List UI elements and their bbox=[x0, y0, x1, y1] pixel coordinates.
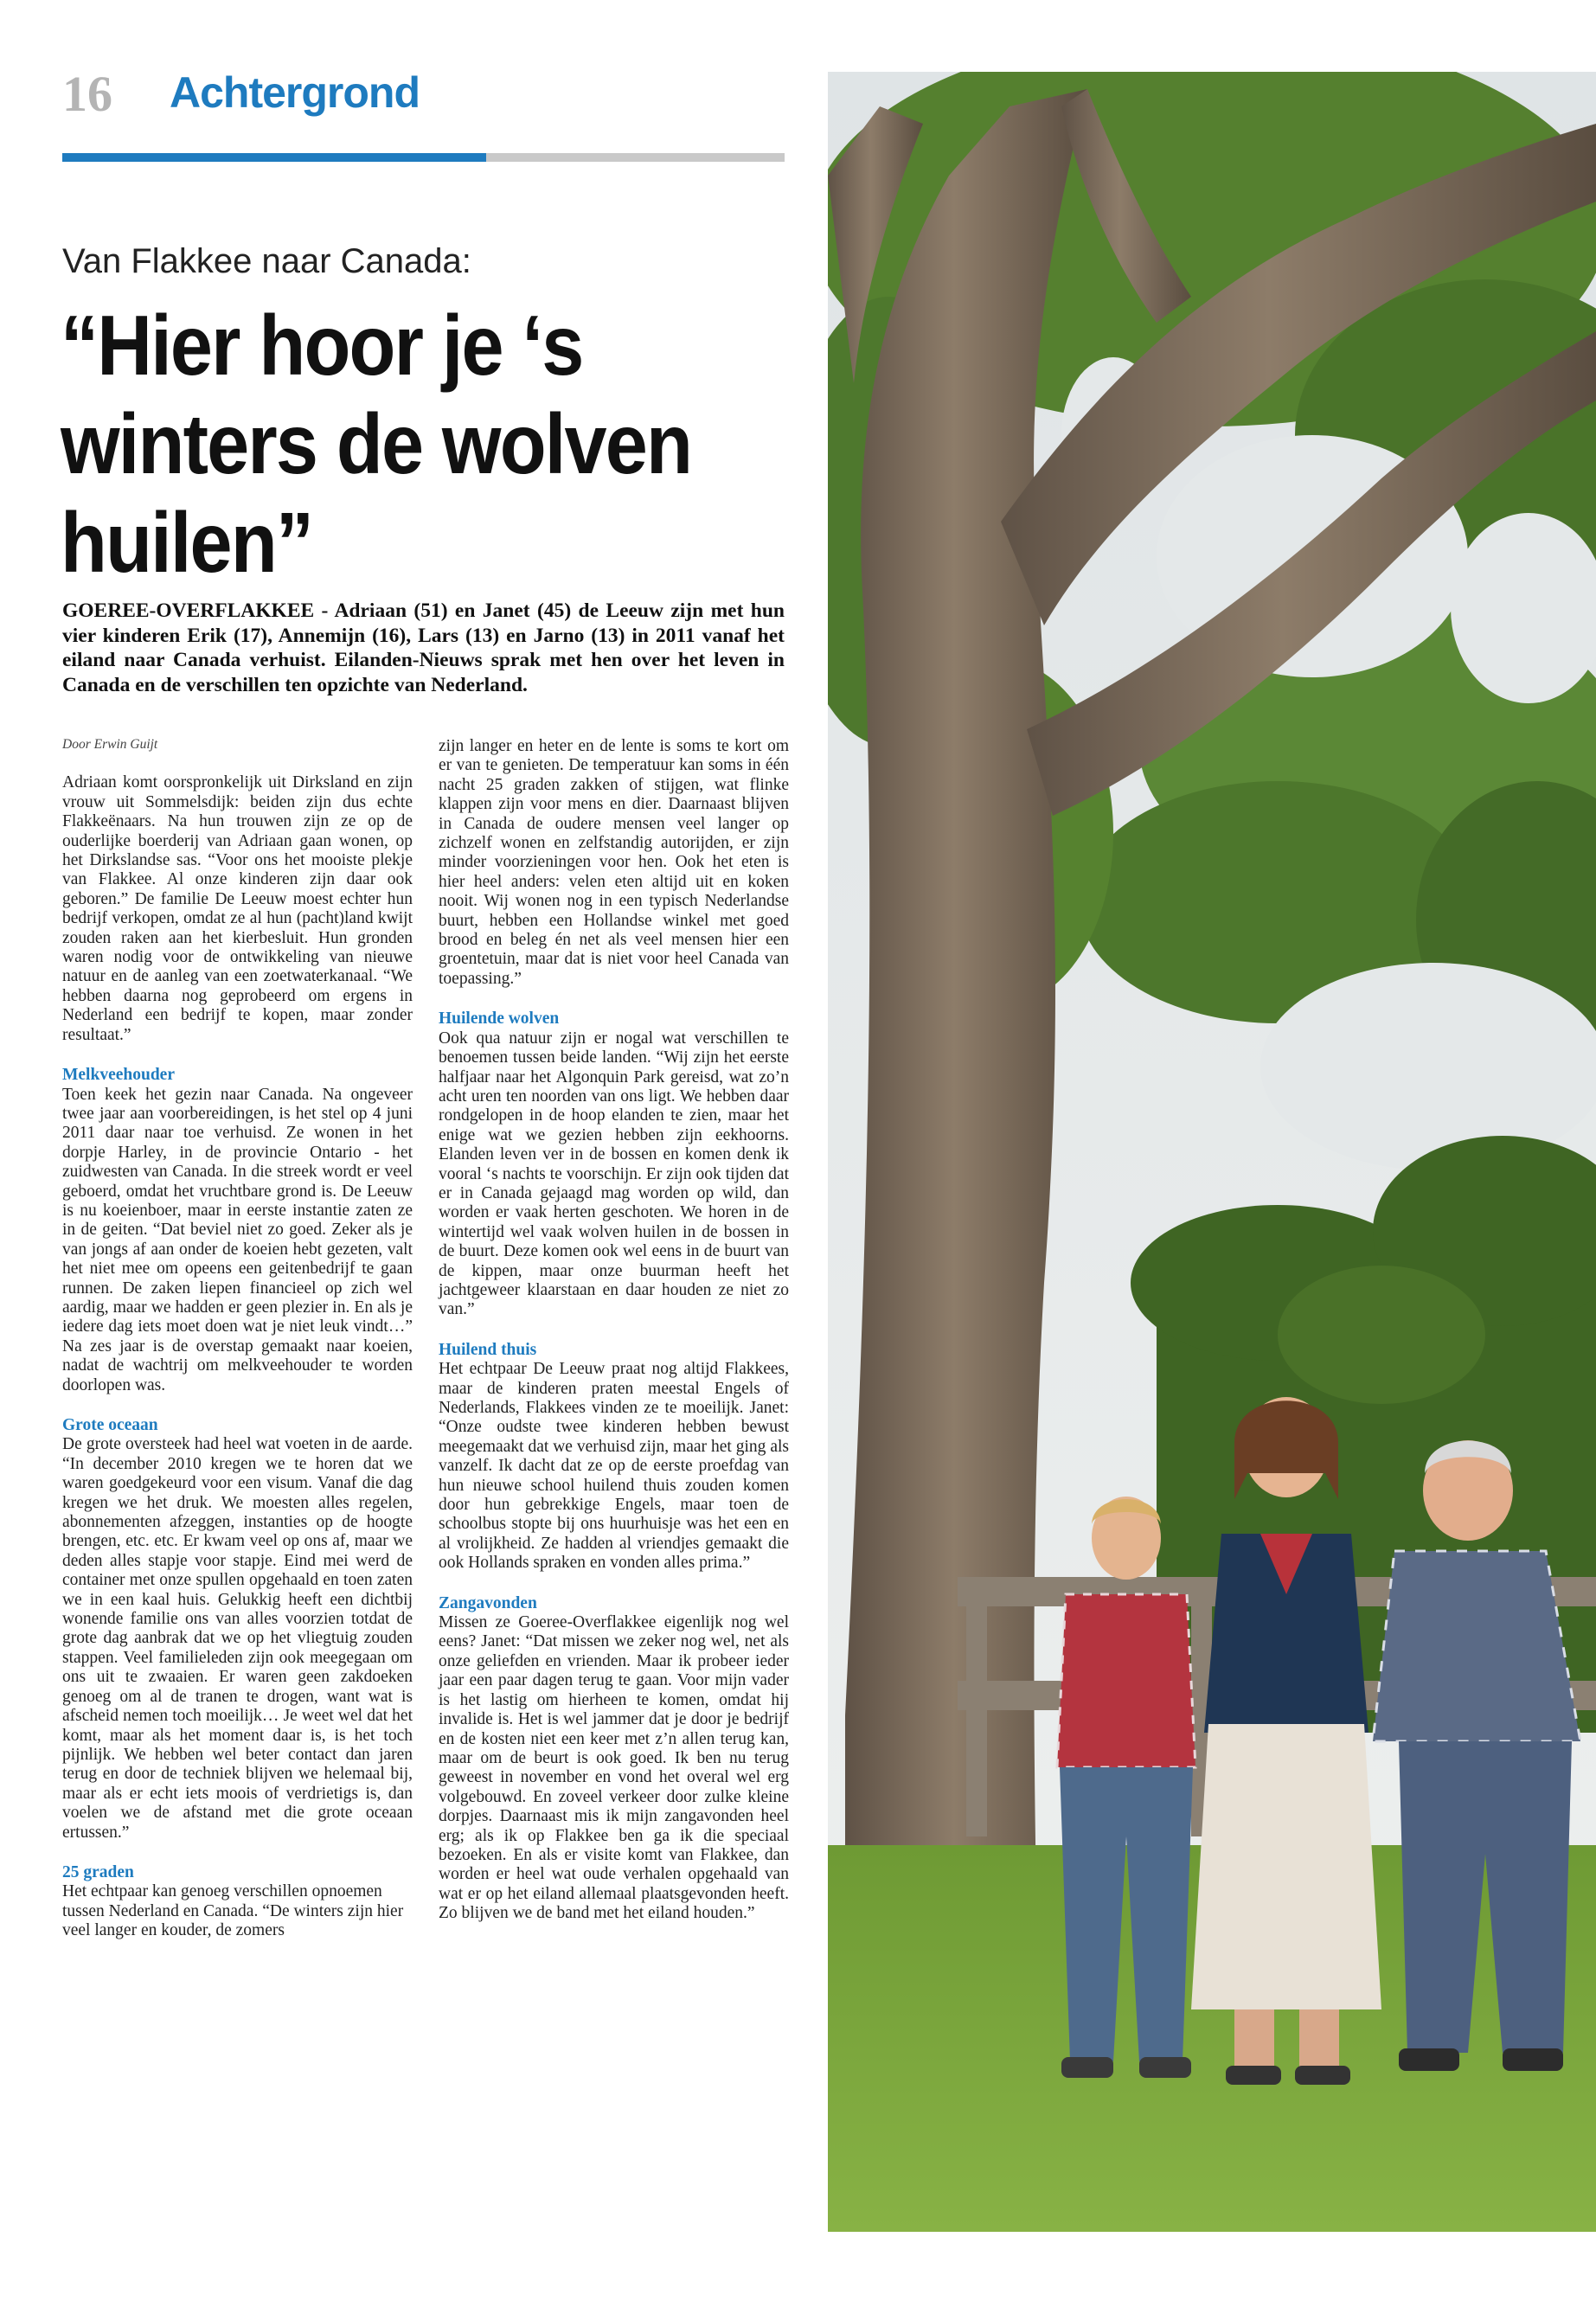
paragraph: Het echtpaar De Leeuw praat nog altijd Flakkees, maar de kinderen praten meestal Engels of Nederlands, Flakkees vinden ze te moeilijk. Janet: “Onze oudste twee kinderen hebben bewust meegemaakt dat we verhuisd zijn, maar het ging als vanzelf. Ik dacht dat ze op de eerste proefdag van hun nieuwe school huilend thuis zouden komen door hun gebrekkige Engels, maar toen de schoolbus stopte bij ons huurhuisje was het een en al vrolijkheid. Ze hadden al vriendjes gemaakt die ook Hollands spraken en vonden alles prima.” bbox=[439, 1360, 789, 1573]
family-under-tree-photo bbox=[828, 72, 1596, 2232]
byline: Door Erwin Guijt bbox=[62, 737, 158, 752]
subheading-25-graden: 25 graden bbox=[62, 1862, 134, 1881]
paragraph: zijn langer en heter en de lente is soms te kort om er van te genieten. De temperatuur kan soms in één nacht 25 graden zakken of stijgen, wat flinke klappen zijn voor mens en dier. Daarnaast blijven in Canada de oudere mensen veel langer op zichzelf wonen en zelfstandig autorijden, er zijn minder voorzieningen voor hen. Ook het eten is hier heel anders: velen eten altijd uit en koken nooit. Wij wonen nog in een typisch Nederlandse buurt, hebben een Hollandse winkel met goed brood en beleg én net als veel mensen hier een groentetuin, maar dat is niet voor heel Canada van toepassing.” bbox=[439, 737, 789, 988]
paragraph: De grote oversteek had heel wat voeten in de aarde. “In december 2010 kregen we te horen dat we waren goedgekeurd voor een visum. Vanaf die dag kregen we het druk. We moesten alles regelen, abonnementen afzeggen, instanties op de hoogte brengen, etc. etc. Er kwam veel op ons af, maar we deden alles stapje voor stapje. Eind mei werd de container met onze spullen opgehaald en toen zaten we in een kaal huis. Gelukkig heeft een dichtbij wonende familie ons van alles voorzien totdat de grote dag aanbrak dat we op het vliegtuig zouden stappen. Veel familieleden zijn ook meegegaan om ons uit te zwaaien. Er waren geen zakdoeken genoeg om al de tranen te drogen, want wat is afscheid nemen toch moeilijk… Je weet wel dat het komt, maar als het moment daar is, is het toch pijnlijk. We hebben wel beter contact dan jaren terug en door de techniek blijven we helemaal bij, maar als er echt iets moois of verdrietigs is, dan voelen we de afstand met die grote oceaan ertussen.” bbox=[62, 1435, 413, 1842]
article-kicker: Van Flakkee naar Canada: bbox=[62, 242, 471, 280]
subheading-huilende-wolven: Huilende wolven bbox=[439, 1009, 560, 1029]
subheading-zangavonden: Zangavonden bbox=[439, 1593, 537, 1612]
section-title: Achtergrond bbox=[170, 68, 420, 117]
subheading-grote-oceaan: Grote oceaan bbox=[62, 1416, 158, 1434]
page-number: 16 bbox=[62, 66, 112, 122]
article-column-1 bbox=[62, 735, 413, 1962]
paragraph: Adriaan komt oorspronkelijk uit Dirksland en zijn vrouw uit Sommelsdijk: beiden zijn dus echte Flakkeënaars. Na hun trouwen zijn ze op de ouderlijke boerderij van Adriaan gaan wonen, op het Dirkslandse sas. “Voor ons het mooiste plekje van Flakkee. Al onze kinderen zijn daar ook geboren.” De familie De Leeuw moest echter hun bedrijf verkopen, omdat ze al hun (pacht)land kwijt zouden raken aan het kierbesluit. Hun gronden waren nodig voor de ontwikkeling van nieuwe natuur en de aanleg van een zoetwaterkanaal. “We hebben daarna nog geprobeerd om ergens in Nederland een bedrijf te kopen, maar zonder resultaat.” bbox=[62, 773, 413, 1044]
subheading-melkveehouder: Melkveehouder bbox=[62, 1066, 175, 1085]
subheading-huilend-thuis: Huilend thuis bbox=[439, 1340, 537, 1359]
article-column-2 bbox=[439, 737, 789, 1945]
section-rule-blue bbox=[62, 153, 486, 162]
article-headline: “Hier hoor je ‘s winters de wolven huilen” bbox=[61, 298, 692, 590]
section-rule-grey bbox=[486, 153, 785, 162]
article-intro: GOEREE-OVERFLAKKEE - Adriaan (51) en Janet (45) de Leeuw zijn met hun vier kinderen Erik (17), Annemijn (16), Lars (13) en Jarno (13) in 2011 vanaf het eiland naar Canada verhuist. Eilanden-Nieuws sprak met hen over het leven in Canada en de verschillen ten opzichte van Nederland. bbox=[62, 599, 785, 696]
paragraph: Missen ze Goeree-Overflakkee eigenlijk nog wel eens? Janet: “Dat missen we zeker nog wel, net als onze geliefden en vrienden. Maar ik probeer ieder jaar een paar dagen terug te gaan. Voor mijn vader is het lastig om hierheen te komen, omdat hij invalide is. Het is wel jammer dat je door je bedrijf en de kosten niet een keer met z’n allen terug kan, maar om de beurt is ook goed. Ik ben nu terug geweest in november en vond het overal wel erg volgebouwd. En zoveel verkeer door zulke kleine dorpjes. Daarnaast mis ik mijn zangavonden heel erg; als ik op Flakkee ben ga ik die speciaal bezoeken. En als er visite komt van Flakkee, dan worden er heel wat oude verhalen opgehaald van wat er op het eiland allemaal plaatsgevonden heeft. Zo blijven we de band met het eiland houden.” bbox=[439, 1613, 789, 1923]
paragraph: Toen keek het gezin naar Canada. Na ongeveer twee jaar aan voorbereidingen, is het stel op 4 juni 2011 daar naar toe verhuisd. Ze wonen in het dorpje Harley, in de provincie Ontario - het zuidwesten van Canada. In die streek wordt er veel geboerd, omdat het vruchtbare grond is. De Leeuw is nu koeienboer, maar in eerste instantie zaten ze in de geiten. “Dat beviel niet zo goed. Zeker als je van jongs af aan onder de koeien hebt gezeten, valt het niet mee om opeens een geitenbedrijf te gaan runnen. De zaken liepen financieel op zich wel aardig, maar we hadden er geen plezier in. En als je iedere dag iets moet doen wat je niet leuk vindt…” Na zes jaar is de overstap gemaakt naar koeien, nadat de wachtrij om melkveehouder te worden doorlopen was. bbox=[62, 1085, 413, 1394]
paragraph: Ook qua natuur zijn er nogal wat verschillen te benoemen tussen beide landen. “Wij zijn het eerste halfjaar naar het Algonquin Park gereisd, wat zo’n acht uren ten noorden van ons ligt. We hebben daar rondgelopen in de hoop elanden te zien, maar het enige wat we gezien hebben zijn eekhoorns. Elanden leven ver in de bossen en komen denk ik vooral ‘s nachts te voorschijn. Er zijn ook tijden dat er in Canada gejaagd mag worden op wild, dan worden er vaak herten geschoten. We horen in de wintertijd wel vaak wolven huilen in de bossen in de buurt. Deze komen ook wel eens in de buurt van de kippen, maar onze buurman heeft het jachtgeweer klaarstaan en daar houden ze niet zo van.” bbox=[439, 1029, 789, 1319]
paragraph: Het echtpaar kan genoeg verschillen opnoemen tussen Nederland en Canada. “De winters zijn hier veel langer en kouder, de zomers bbox=[62, 1882, 404, 1940]
